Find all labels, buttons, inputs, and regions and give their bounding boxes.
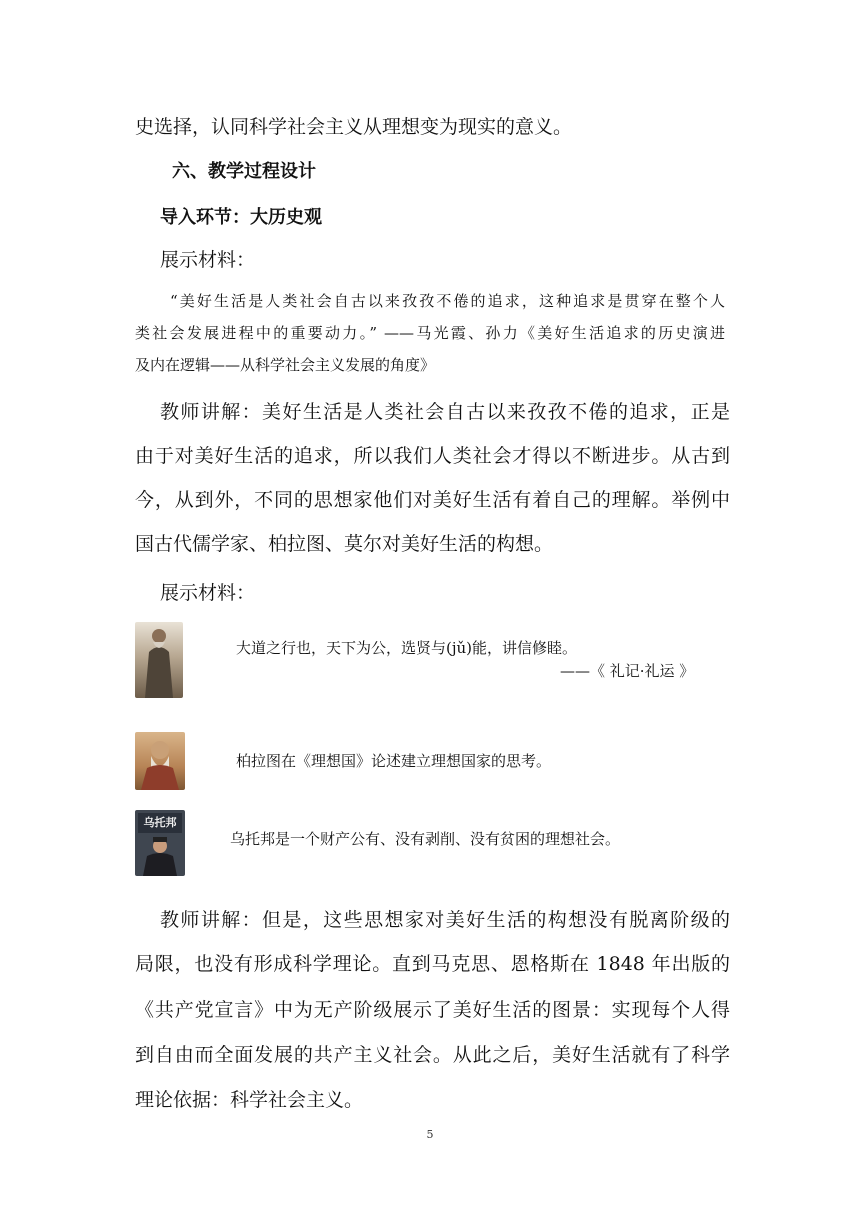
- intro-paragraph-line: 史选择，认同科学社会主义从理想变为现实的意义。: [135, 116, 573, 138]
- confucius-portrait: [135, 622, 183, 698]
- confucius-quote: 大道之行也，天下为公，选贤与(jǔ)能，讲信修睦。: [236, 639, 578, 657]
- lecture-line: 教师讲解：但是，这些思想家对美好生活的构想没有脱离阶级的: [160, 909, 730, 931]
- thomas-more-figure-icon: [135, 810, 185, 876]
- utopia-book-cover: [135, 810, 185, 876]
- lecture-line: 国古代儒学家、柏拉图、莫尔对美好生活的构想。: [135, 533, 554, 555]
- show-material-label: 展示材料：: [160, 249, 256, 271]
- utopia-caption: 乌托邦是一个财产公有、没有剥削、没有贫困的理想社会。: [230, 830, 621, 848]
- lecture-line: 到自由而全面发展的共产主义社会。从此之后，美好生活就有了科学: [135, 1044, 730, 1066]
- confucius-source: ——《 礼记·礼运 》: [560, 662, 695, 680]
- plato-caption: 柏拉图在《理想国》论述建立理想国家的思考。: [236, 752, 552, 770]
- quote-line: “美好生活是人类社会自古以来孜孜不倦的追求，这种追求是贯穿在整个人: [170, 292, 725, 310]
- confucius-figure-icon: [135, 622, 183, 698]
- quote-line: 类社会发展进程中的重要动力。” ——马光霞、孙力《美好生活追求的历史演进: [135, 324, 725, 342]
- show-material-label: 展示材料：: [160, 582, 256, 604]
- page-number: 5: [426, 1128, 434, 1141]
- plato-figure-icon: [135, 732, 185, 790]
- lecture-line: 理论依据：科学社会主义。: [135, 1089, 364, 1111]
- lecture-line: 由于对美好生活的追求，所以我们人类社会才得以不断进步。从古到: [135, 445, 730, 467]
- section-heading: 六、教学过程设计: [172, 161, 316, 182]
- lecture-line: 今，从到外，不同的思想家他们对美好生活有着自己的理解。举例中: [135, 489, 730, 511]
- lecture-line: 教师讲解：美好生活是人类社会自古以来孜孜不倦的追求，正是: [160, 401, 730, 423]
- subsection-heading: 导入环节：大历史观: [160, 207, 322, 228]
- quote-line: 及内在逻辑——从科学社会主义发展的角度》: [135, 356, 436, 374]
- lecture-line: 《共产党宣言》中为无产阶级展示了美好生活的图景：实现每个人得: [135, 999, 730, 1021]
- plato-portrait: [135, 732, 185, 790]
- utopia-cover-title: 乌托邦: [138, 813, 182, 833]
- lecture-line: 局限，也没有形成科学理论。直到马克思、恩格斯在 1848 年出版的: [135, 953, 730, 975]
